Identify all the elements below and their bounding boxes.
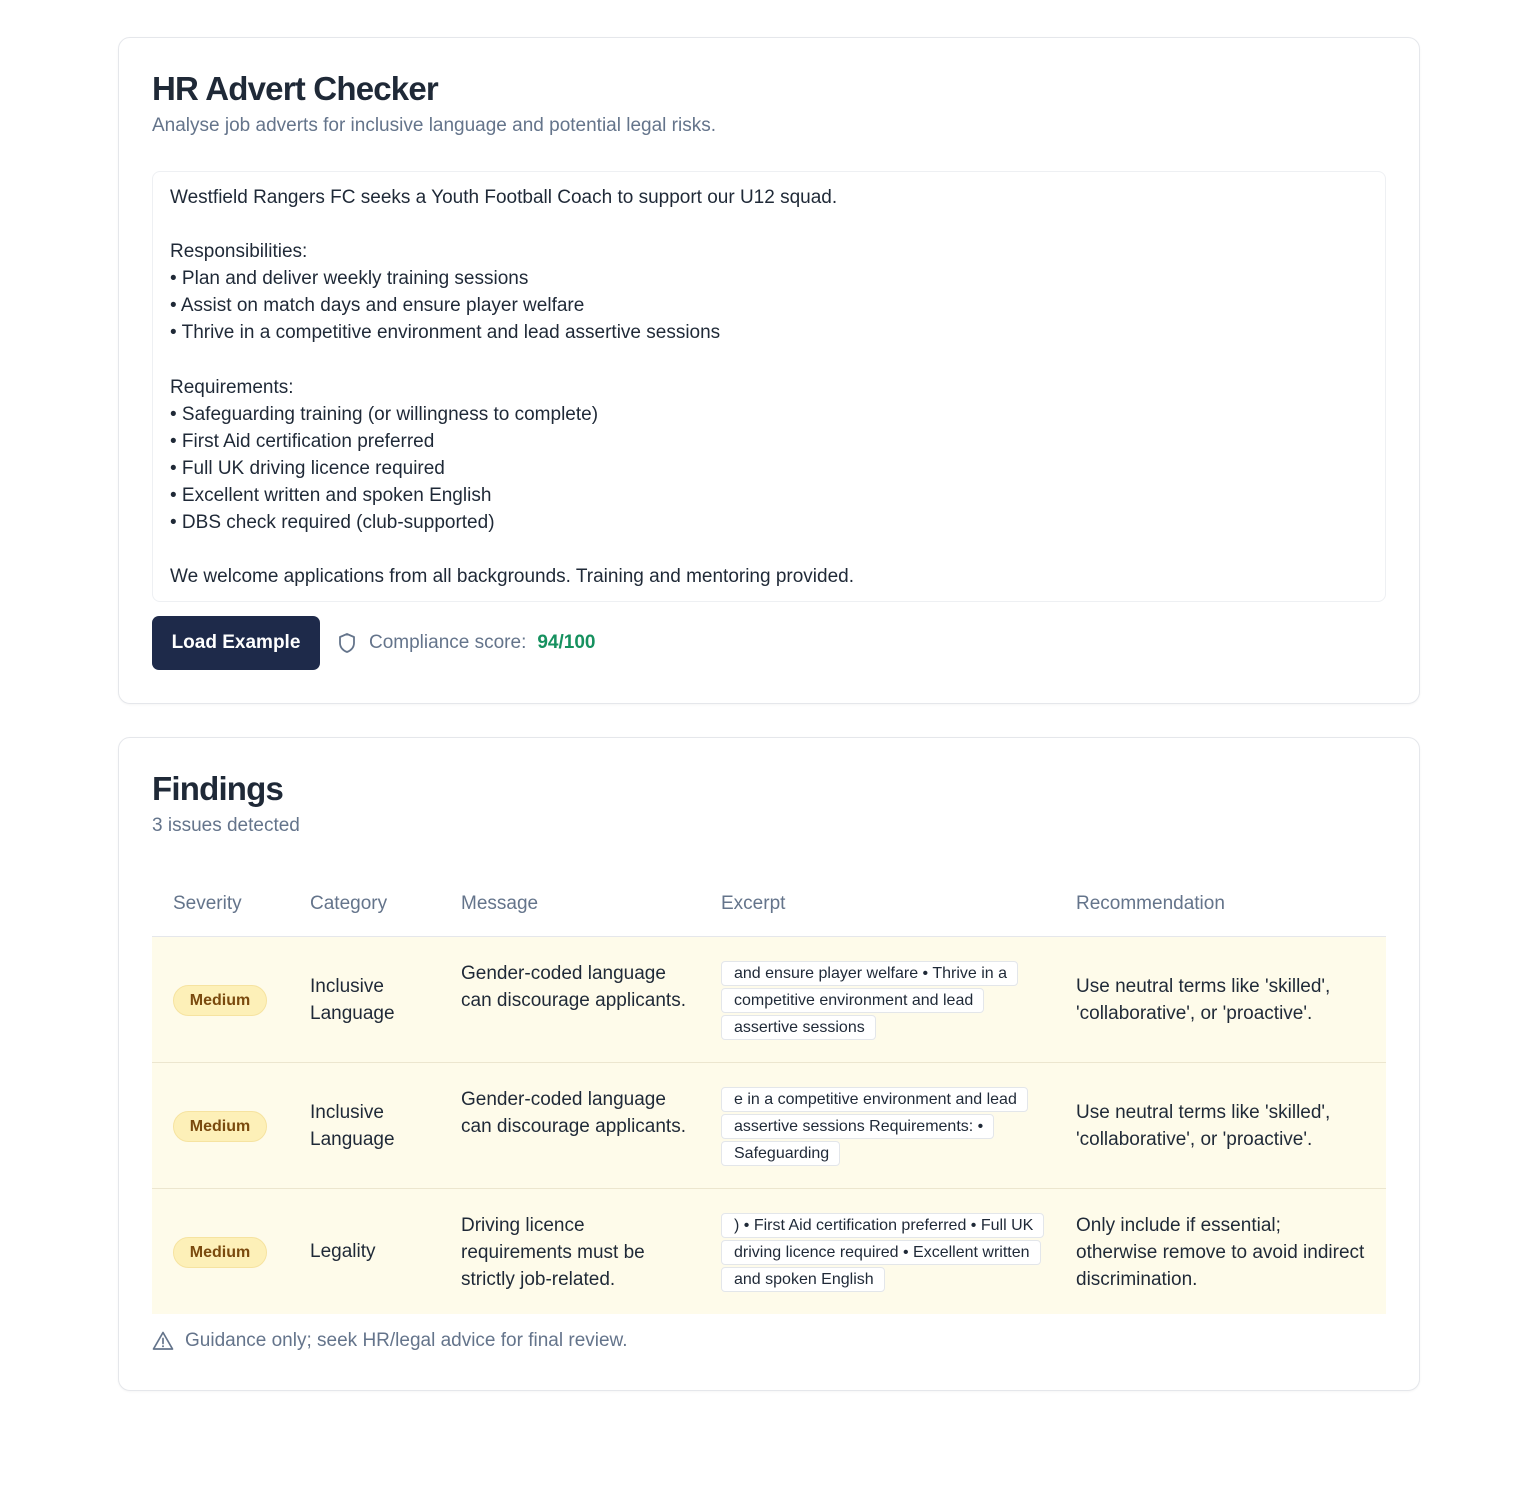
- advert-checker-card: [118, 37, 1420, 704]
- table-row: [152, 1189, 1386, 1314]
- category-cell: Inclusive Language: [310, 976, 395, 1024]
- guidance-note-text: Guidance only; seek HR/legal advice for final review.: [185, 1330, 628, 1351]
- findings-title: Findings: [152, 770, 284, 807]
- recommendation-cell: Use neutral terms like 'skilled', 'collaborative', or 'proactive'.: [1076, 1102, 1331, 1150]
- findings-summary: 3 issues detected: [152, 815, 300, 836]
- compliance-score-label: Compliance score:: [369, 632, 527, 653]
- severity-badge: Medium: [173, 985, 267, 1016]
- severity-badge: Medium: [173, 1237, 267, 1268]
- column-header-recommendation: Recommendation: [1076, 893, 1225, 914]
- excerpt-cell: [721, 960, 1041, 1041]
- severity-badge: Medium: [173, 1111, 267, 1142]
- findings-card: [118, 737, 1420, 1391]
- excerpt-cell: [721, 1086, 1041, 1167]
- column-header-category: Category: [310, 893, 388, 914]
- excerpt-cell: [721, 1212, 1041, 1293]
- load-example-button[interactable]: Load Example: [152, 616, 320, 670]
- message-cell: Gender-coded language can discourage applicants.: [461, 1089, 686, 1137]
- recommendation-cell: Use neutral terms like 'skilled', 'collaborative', or 'proactive'.: [1076, 976, 1331, 1024]
- recommendation-cell: Only include if essential; otherwise remove to avoid indirect discrimination.: [1076, 1215, 1365, 1290]
- shield-icon: [337, 632, 357, 654]
- column-header-excerpt: Excerpt: [721, 893, 786, 914]
- guidance-note: [152, 1330, 628, 1352]
- excerpt-highlight: ) • First Aid certification preferred • Full UK driving licence required • Excellent written and spoken English: [721, 1213, 1044, 1292]
- excerpt-highlight: e in a competitive environment and lead assertive sessions Requirements: • Safeguarding: [721, 1087, 1028, 1166]
- excerpt-highlight: and ensure player welfare • Thrive in a competitive environment and lead assertive sessions: [721, 961, 1018, 1040]
- column-header-message: Message: [461, 893, 539, 914]
- category-cell: Inclusive Language: [310, 1102, 395, 1150]
- message-cell: Driving licence requirements must be strictly job-related.: [461, 1215, 645, 1290]
- page-title: HR Advert Checker: [152, 70, 438, 107]
- message-cell: Gender-coded language can discourage applicants.: [461, 963, 686, 1011]
- table-row: [152, 937, 1386, 1063]
- findings-table: [152, 872, 1386, 1314]
- page-subtitle: Analyse job adverts for inclusive language and potential legal risks.: [152, 115, 716, 136]
- category-cell: Legality: [310, 1241, 376, 1262]
- column-header-severity: Severity: [173, 893, 242, 914]
- warning-icon: [152, 1330, 174, 1352]
- compliance-score: [337, 629, 595, 657]
- compliance-score-value: 94/100: [537, 632, 596, 653]
- table-row: [152, 1063, 1386, 1189]
- table-header: [152, 872, 1386, 937]
- advert-textarea[interactable]: Westfield Rangers FC seeks a Youth Football Coach to support our U12 squad. Responsibilities: • Plan and deliver weekly training sessions • Assist on match days and ensure player welfare • Thrive in a competitive environment and lead assertive sessions Requirements: • Safeguarding training (or willingness to complete) • First Aid certification preferred • Full UK driving licence required • Excellent written and spoken English • DBS check required (club-supported) We welcome applications from all backgrounds. Training and mentoring provided.: [152, 171, 1386, 602]
